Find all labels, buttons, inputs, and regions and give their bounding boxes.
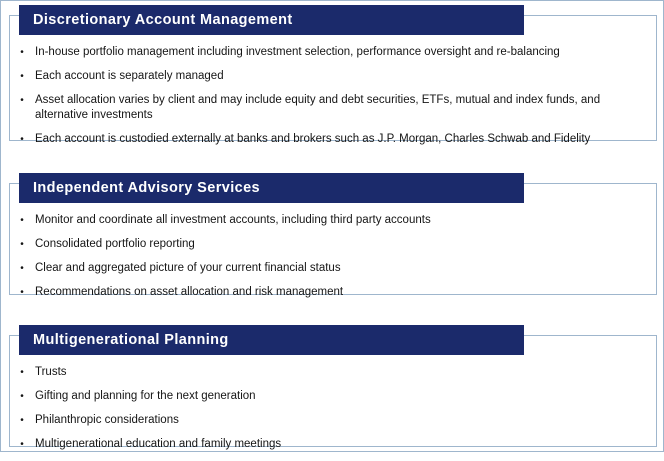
section-discretionary-account-management [9,5,657,145]
bullet-icon: • [20,71,24,82]
bullet-icon: • [20,415,24,426]
list-item [9,237,643,252]
bullet-icon: • [20,439,24,450]
section-title: Independent Advisory Services [33,180,261,196]
list-item-text: Monitor and coordinate all investment accounts, including third party accounts [35,214,431,226]
section-header [19,325,524,355]
list-item-text: In-house portfolio management including investment selection, performance oversight and re-balancing [35,46,560,58]
list-item-text: Each account is custodied externally at banks and brokers such as J.P. Morgan, Charles Schwab and Fidelity [35,133,591,145]
list-item [9,93,643,123]
section-multigenerational-planning [9,325,657,450]
list-item [9,69,643,84]
list-item-text: Clear and aggregated picture of your current financial status [35,262,341,274]
bullet-icon: • [20,263,24,274]
section-bullet-list [9,45,657,156]
list-item [9,45,643,60]
list-item-text: Philanthropic considerations [35,414,179,426]
list-item-text: Gifting and planning for the next generation [35,390,256,402]
section-header [19,173,524,203]
bullet-icon: • [20,287,24,298]
list-item-text: Asset allocation varies by client and may include equity and debt securities, ETFs, mutual and index funds, and alternative investments [35,94,601,121]
list-item [9,213,643,228]
bullet-icon: • [20,134,24,145]
list-item [9,437,643,452]
section-independent-advisory-services [9,173,657,298]
list-item [9,132,643,147]
list-item [9,389,643,404]
bullet-icon: • [20,215,24,226]
bullet-icon: • [20,95,24,106]
list-item-text: Each account is separately managed [35,70,224,82]
section-bullet-list [9,213,657,309]
list-item [9,365,643,380]
list-item [9,261,643,276]
bullet-icon: • [20,391,24,402]
bullet-icon: • [20,47,24,58]
list-item [9,285,643,300]
list-item-text: Recommendations on asset allocation and risk management [35,286,344,298]
list-item-text: Multigenerational education and family meetings [35,438,282,450]
section-bullet-list [9,365,657,461]
list-item-text: Consolidated portfolio reporting [35,238,195,250]
section-title: Multigenerational Planning [33,332,229,348]
list-item [9,413,643,428]
section-header [19,5,524,35]
bullet-icon: • [20,239,24,250]
section-title: Discretionary Account Management [33,12,293,28]
list-item-text: Trusts [35,366,67,378]
bullet-icon: • [20,367,24,378]
